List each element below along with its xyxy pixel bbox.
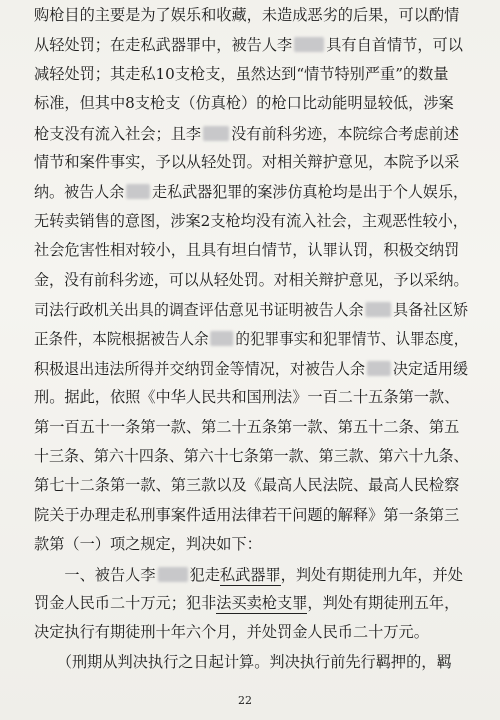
line-text: ，判处有期徒刑九年，并处 <box>280 565 463 584</box>
text-line <box>34 390 459 405</box>
text-line <box>34 505 460 524</box>
line-text: 无转卖销售的意图，涉案2支枪均没有流入社会，主观恶性较小， <box>34 211 468 230</box>
line-text: 减轻处罚；其走私10支枪支，虽然达到“情节特别严重”的数量 <box>34 64 449 83</box>
line-text: 具备社区矫 <box>393 301 469 319</box>
line-text: 标准，但其中8支枪支（仿真枪）的枪口比动能明显较低，涉案 <box>34 94 454 113</box>
text-line <box>34 537 262 552</box>
redacted-name <box>203 126 229 141</box>
line-text: 从轻处罚；在走私武器罪中，被告人李 <box>34 36 293 55</box>
line-text: 具有自首情节，可以 <box>326 36 463 55</box>
text-line <box>34 449 468 464</box>
line-text: 决定执行有期徒刑十年六个月，并处罚金人民币二十万元。 <box>34 623 429 642</box>
text-line <box>34 8 459 23</box>
text-line <box>34 625 429 640</box>
text-line <box>34 211 468 230</box>
text-line <box>34 184 468 200</box>
line-text: 十三条、第六十四条、第六十七条第一款、第三款、第六十九条、 <box>34 447 469 465</box>
line-text: 社会危害性相对较小，且具有坦白情节，认罪认罚，积极交纳罚 <box>34 241 460 260</box>
text-line <box>34 331 468 347</box>
text-line <box>34 126 459 142</box>
line-text: 罚金人民币二十万元；犯非 <box>34 594 217 612</box>
redacted-name <box>366 302 392 317</box>
line-text: 第七十二条第一款、第三款以及《最高人民法院、最高人民检察 <box>34 476 460 495</box>
line-text: 刑。据此，依照《中华人民共和国刑法》一百二十五条第一款、 <box>34 388 460 407</box>
underlined-text: 私武器罪 <box>219 565 281 584</box>
line-text: 款第（一）项之规定，判决如下： <box>34 535 262 554</box>
underlined-text: 法买卖枪支罪 <box>216 594 308 612</box>
redacted-name <box>211 331 234 346</box>
line-text: 金，没有前科劣迹，可以从轻处罚。对相关辩护意见，予以采纳。 <box>34 270 469 289</box>
redacted-name <box>158 567 188 582</box>
line-text: 积极退出违法所得并交纳罚金等情况，对被告人余 <box>34 359 366 378</box>
redacted-name <box>126 184 150 199</box>
line-text: 司法行政机关出具的调查评估意见书证明被告人余 <box>34 301 364 319</box>
line-text: （刑期从判决执行之日起计算。判决执行前先行羁押的，羁 <box>34 652 452 671</box>
text-line <box>34 652 452 671</box>
text-line <box>34 478 459 493</box>
line-text: 走私武器犯罪的案涉仿真枪均是出于个人娱乐， <box>152 183 469 202</box>
line-text: 的犯罪事实和犯罪情节、认罪态度， <box>235 330 469 349</box>
text-line <box>34 361 468 377</box>
text-line <box>34 155 459 170</box>
text-line <box>34 96 454 111</box>
line-text: 院关于办理走私刑事案件适用法律若干问题的解释》第一条第三 <box>34 505 460 524</box>
line-text: 没有前科劣迹，本院综合考虑前述 <box>231 124 459 143</box>
text-line <box>34 302 468 318</box>
text-line <box>34 270 469 289</box>
page-number: 22 <box>238 694 252 707</box>
text-line <box>34 567 463 583</box>
redacted-name <box>367 361 391 376</box>
line-text: 情节和案件事实，予以从轻处罚。对相关辩护意见，本院予以采 <box>34 153 460 171</box>
line-text: 第一百五十一条第一款、第二十五条第一款、第五十二条、第五 <box>34 417 460 436</box>
redacted-name <box>294 37 324 52</box>
text-line <box>34 64 449 83</box>
line-text: 决定适用缓 <box>392 359 469 378</box>
line-text: 枪支没有流入社会；且李 <box>34 124 202 143</box>
line-text: 纳。被告人余 <box>34 183 125 202</box>
text-line <box>34 596 459 611</box>
line-text: 正条件，本院根据被告人余 <box>34 330 209 349</box>
line-text: 购枪目的主要是为了娱乐和收藏，未造成恶劣的后果，可以酌情 <box>34 6 460 24</box>
text-line <box>34 417 460 436</box>
text-line <box>34 37 463 53</box>
line-text: 犯走 <box>189 565 220 584</box>
text-line <box>34 243 459 258</box>
line-text: ，判处有期徒刑五年， <box>307 594 460 612</box>
line-text: 一、被告人李 <box>34 565 156 584</box>
